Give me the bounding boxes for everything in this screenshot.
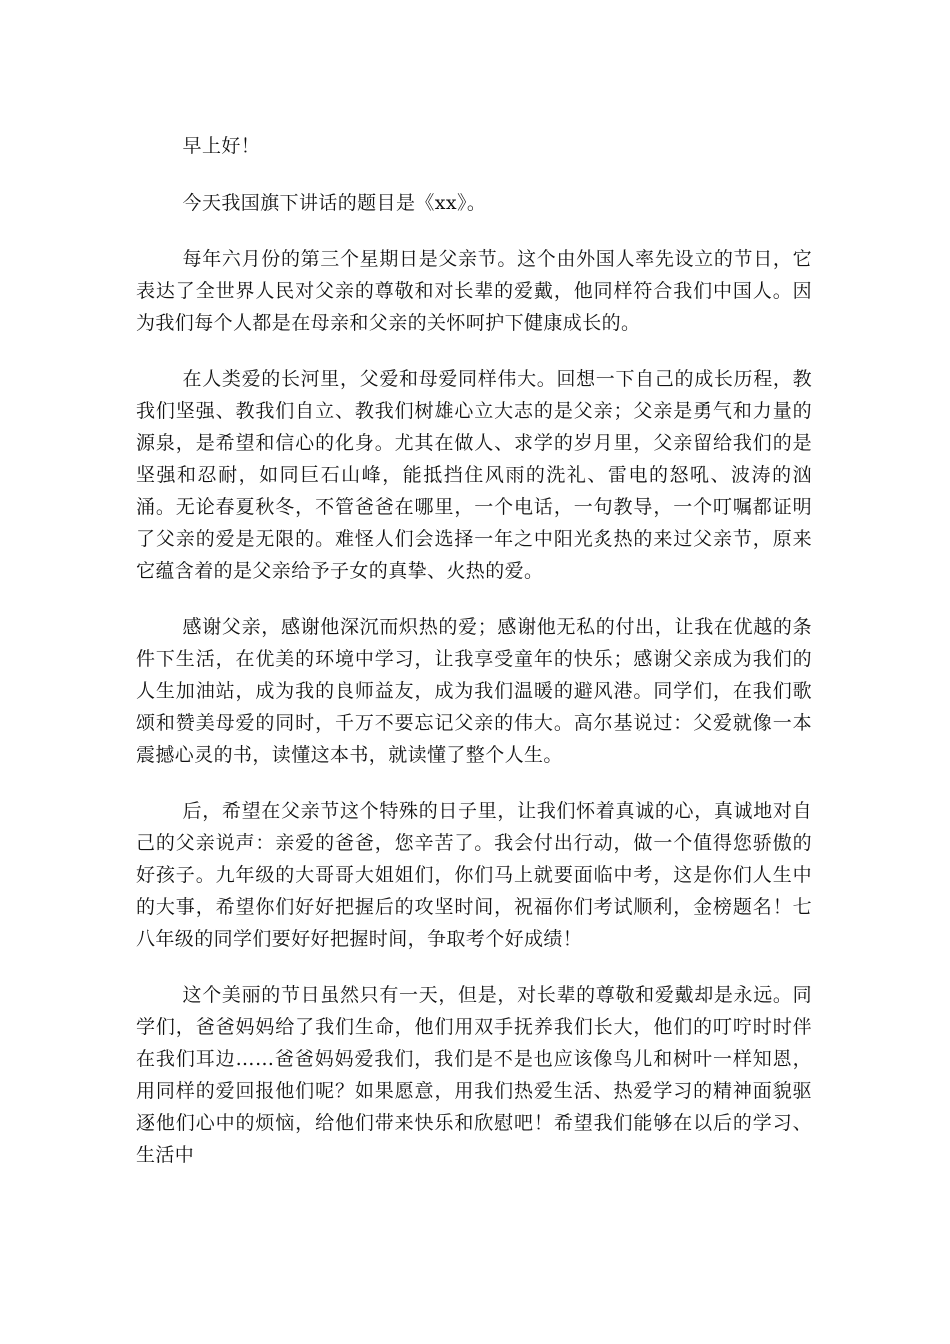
topic-paragraph: 今天我国旗下讲话的题目是《xx》。 bbox=[182, 192, 487, 214]
body-paragraph: 每年六月份的第三个星期日是父亲节。这个由外国人率先设立的节日，它表达了全世界人民对父亲的尊敬和对长辈的爱戴，他同样符合我们中国人。因为我们每个人都是在母亲和父亲的关怀呵护下健康成长的。 bbox=[136, 248, 812, 334]
body-paragraph: 这个美丽的节日虽然只有一天，但是，对长辈的尊敬和爱戴却是永远。同学们，爸爸妈妈给了我们生命，他们用双手抚养我们长大，他们的叮咛时时伴在我们耳边……爸爸妈妈爱我们，我们是不是也应该像鸟儿和树叶一样知恩，用同样的爱回报他们呢？如果愿意，用我们热爱生活、热爱学习的精神面貌驱逐他们心中的烦恼，给他们带来快乐和欣慰吧！希望我们能够在以后的学习、生活中 bbox=[136, 984, 812, 1166]
body-paragraph: 感谢父亲，感谢他深沉而炽热的爱；感谢他无私的付出，让我在优越的条件下生活，在优美的环境中学习，让我享受童年的快乐；感谢父亲成为我们的人生加油站，成为我的良师益友，成为我们温暖的避风港。同学们，在我们歌颂和赞美母爱的同时，千万不要忘记父亲的伟大。高尔基说过：父爱就像一本震撼心灵的书，读懂这本书，就读懂了整个人生。 bbox=[136, 616, 812, 766]
body-paragraph: 后，希望在父亲节这个特殊的日子里，让我们怀着真诚的心，真诚地对自己的父亲说声：亲爱的爸爸，您辛苦了。我会付出行动，做一个值得您骄傲的好孩子。九年级的大哥哥大姐姐们，你们马上就要面临中考，这是你们人生中的大事，希望你们好好把握后的攻坚时间，祝福你们考试顺利，金榜题名！七八年级的同学们要好好把握时间，争取考个好成绩！ bbox=[136, 800, 812, 950]
greeting-paragraph: 早上好！ bbox=[182, 135, 261, 157]
speech-body bbox=[136, 130, 812, 1195]
body-paragraph: 在人类爱的长河里，父爱和母爱同样伟大。回想一下自己的成长历程，教我们坚强、教我们自立、教我们树雄心立大志的是父亲；父亲是勇气和力量的源泉，是希望和信心的化身。尤其在做人、求学的岁月里，父亲留给我们的是坚强和忍耐，如同巨石山峰，能抵挡住风雨的洗礼、雷电的怒吼、波涛的汹涌。无论春夏秋冬，不管爸爸在哪里，一个电话，一句教导，一个叮嘱都证明了父亲的爱是无限的。难怪人们会选择一年之中阳光炙热的来过父亲节，原来它蕴含着的是父亲给予子女的真挚、火热的爱。 bbox=[136, 368, 812, 582]
